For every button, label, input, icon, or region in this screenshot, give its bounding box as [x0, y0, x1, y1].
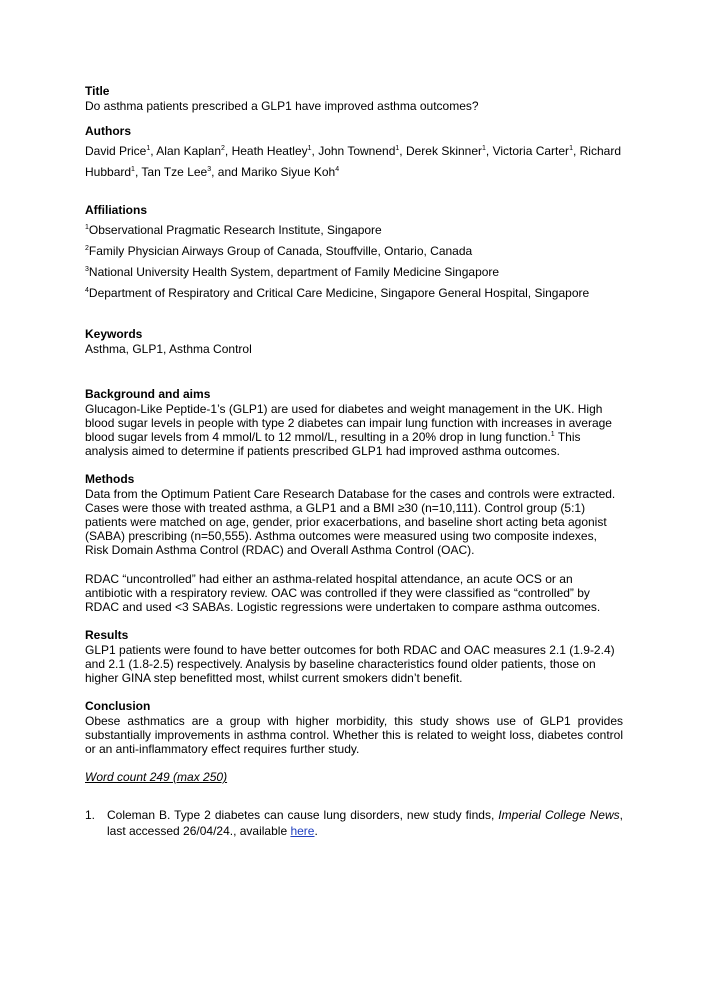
- background-text: Glucagon-Like Peptide-1’s (GLP1) are used for diabetes and weight management in the UK. High blood sugar levels in people with type 2 diabetes can impair lung function with increases in average blood sugar levels from 4 mmol/L to 12 mmol/L, resulting in a 20% drop in lung function.$^1$ This analysis aimed to determine if patients prescribed GLP1 had improved asthma outcomes.: [85, 402, 612, 458]
- affiliation-number: 3: [85, 266, 89, 273]
- affiliation-number: 1: [85, 224, 89, 231]
- affiliation-text: Family Physician Airways Group of Canada, Stouffville, Ontario, Canada: [88, 244, 473, 258]
- word-count: Word count 249 (max 250): [85, 770, 228, 784]
- conclusion-section: [85, 699, 623, 756]
- references-list: [85, 807, 623, 839]
- author-name: David Price: [85, 144, 147, 158]
- conclusion-heading: Conclusion: [85, 699, 151, 713]
- reference-journal: Imperial College News: [498, 808, 620, 822]
- authors-list: David Price$^1$, Alan Kaplan$^2$, Heath Heatley$^1$, John Townend$^1$, Derek Skinner$^1$, Victoria Carter$^1$, Richard Hubbard$^1$, Tan Tze Lee$^3$, and Mariko Siyue Koh$^4$: [85, 144, 621, 179]
- results-section: [85, 628, 623, 685]
- background-section: [85, 387, 623, 458]
- authors-section: [85, 124, 623, 183]
- author-affiliation-number: 1: [569, 145, 573, 152]
- affiliation-text: Department of Respiratory and Critical Care Medicine, Singapore General Hospital, Singapore: [88, 286, 590, 300]
- author-affiliation-number: 1: [482, 145, 486, 152]
- author-name: John Townend: [318, 144, 396, 158]
- results-heading: Results: [85, 628, 129, 642]
- author-affiliation-number: 1: [307, 145, 312, 152]
- title-heading: Title: [85, 84, 110, 98]
- methods-heading: Methods: [85, 472, 135, 486]
- author-affiliation-number: 4: [335, 166, 340, 173]
- affiliations-heading: Affiliations: [85, 203, 147, 217]
- author-affiliation-number: 1: [146, 145, 151, 152]
- reference-superscript: 1: [550, 431, 555, 438]
- author-affiliation-number: 3: [207, 166, 212, 173]
- author-name: Victoria Carter: [492, 144, 570, 158]
- keywords-text: Asthma, GLP1, Asthma Control: [85, 342, 252, 356]
- affiliation-number: 2: [85, 245, 89, 252]
- keywords-heading: Keywords: [85, 327, 143, 341]
- document-page: [85, 84, 623, 839]
- title-text: Do asthma patients prescribed a GLP1 have improved asthma outcomes?: [85, 99, 479, 113]
- methods-paragraph-1: Data from the Optimum Patient Care Research Database for the cases and controls were extracted. Cases were those with treated asthma, a GLP1 and a BMI ≥30 (n=10,111). Control group (5:1) patients were matched on age, gender, prior exacerbations, and baseline short acting beta agonist (SABA) prescribing (n=50,555). Asthma outcomes were measured using two composite indexes, Risk Domain Asthma Control (RDAC) and Overall Asthma Control (OAC).: [85, 487, 616, 557]
- reference-number: 1.: [85, 808, 96, 822]
- background-heading: Background and aims: [85, 387, 211, 401]
- keywords-section: [85, 327, 623, 356]
- affiliation-text: Observational Pragmatic Research Institute, Singapore: [88, 223, 382, 237]
- affiliation-item: [85, 241, 623, 262]
- methods-section: [85, 472, 623, 614]
- conclusion-text: Obese asthmatics are a group with higher morbidity, this study shows use of GLP1 provides substantially improvements in asthma control. Whether this is related to weight loss, diabetes control or an anti-inflammatory effect requires further study.: [85, 714, 623, 756]
- methods-paragraph-2: RDAC “uncontrolled” had either an asthma-related hospital attendance, an acute OCS or an antibiotic with a respiratory review. OAC was controlled if they were classified as “controlled” by RDAC and used <3 SABAs. Logistic regressions were undertaken to compare asthma outcomes.: [85, 572, 601, 614]
- author-name: Derek Skinner: [405, 144, 482, 158]
- authors-heading: Authors: [85, 124, 131, 138]
- author-affiliation-number: 1: [131, 166, 135, 173]
- affiliation-number: 4: [85, 287, 89, 294]
- affiliations-section: [85, 203, 623, 304]
- author-name: Heath Heatley: [231, 144, 308, 158]
- author-name: Tan Tze Lee: [141, 165, 208, 179]
- author-affiliation-number: 2: [221, 145, 225, 152]
- title-section: [85, 84, 623, 113]
- affiliation-item: [85, 220, 623, 241]
- affiliation-item: [85, 262, 623, 283]
- affiliation-text: National University Health System, department of Family Medicine Singapore: [88, 265, 500, 279]
- author-name: Mariko Siyue Koh: [241, 165, 336, 179]
- reference-link[interactable]: here: [290, 824, 315, 838]
- author-affiliation-number: 1: [395, 145, 400, 152]
- author-name: Alan Kaplan: [156, 144, 221, 158]
- reference-item: 1. Coleman B. Type 2 diabetes can cause lung disorders, new study finds, Imperial College News, last accessed 26/04/24., available here.: [85, 808, 623, 838]
- results-text: GLP1 patients were found to have better outcomes for both RDAC and OAC measures 2.1 (1.9-2.4) and 2.1 (1.8-2.5) respectively. Analysis by baseline characteristics found older patients, those on higher GINA step benefitted most, whilst current smokers didn’t benefit.: [85, 643, 615, 685]
- author-name: Richard Hubbard: [85, 144, 621, 179]
- affiliation-item: [85, 283, 623, 304]
